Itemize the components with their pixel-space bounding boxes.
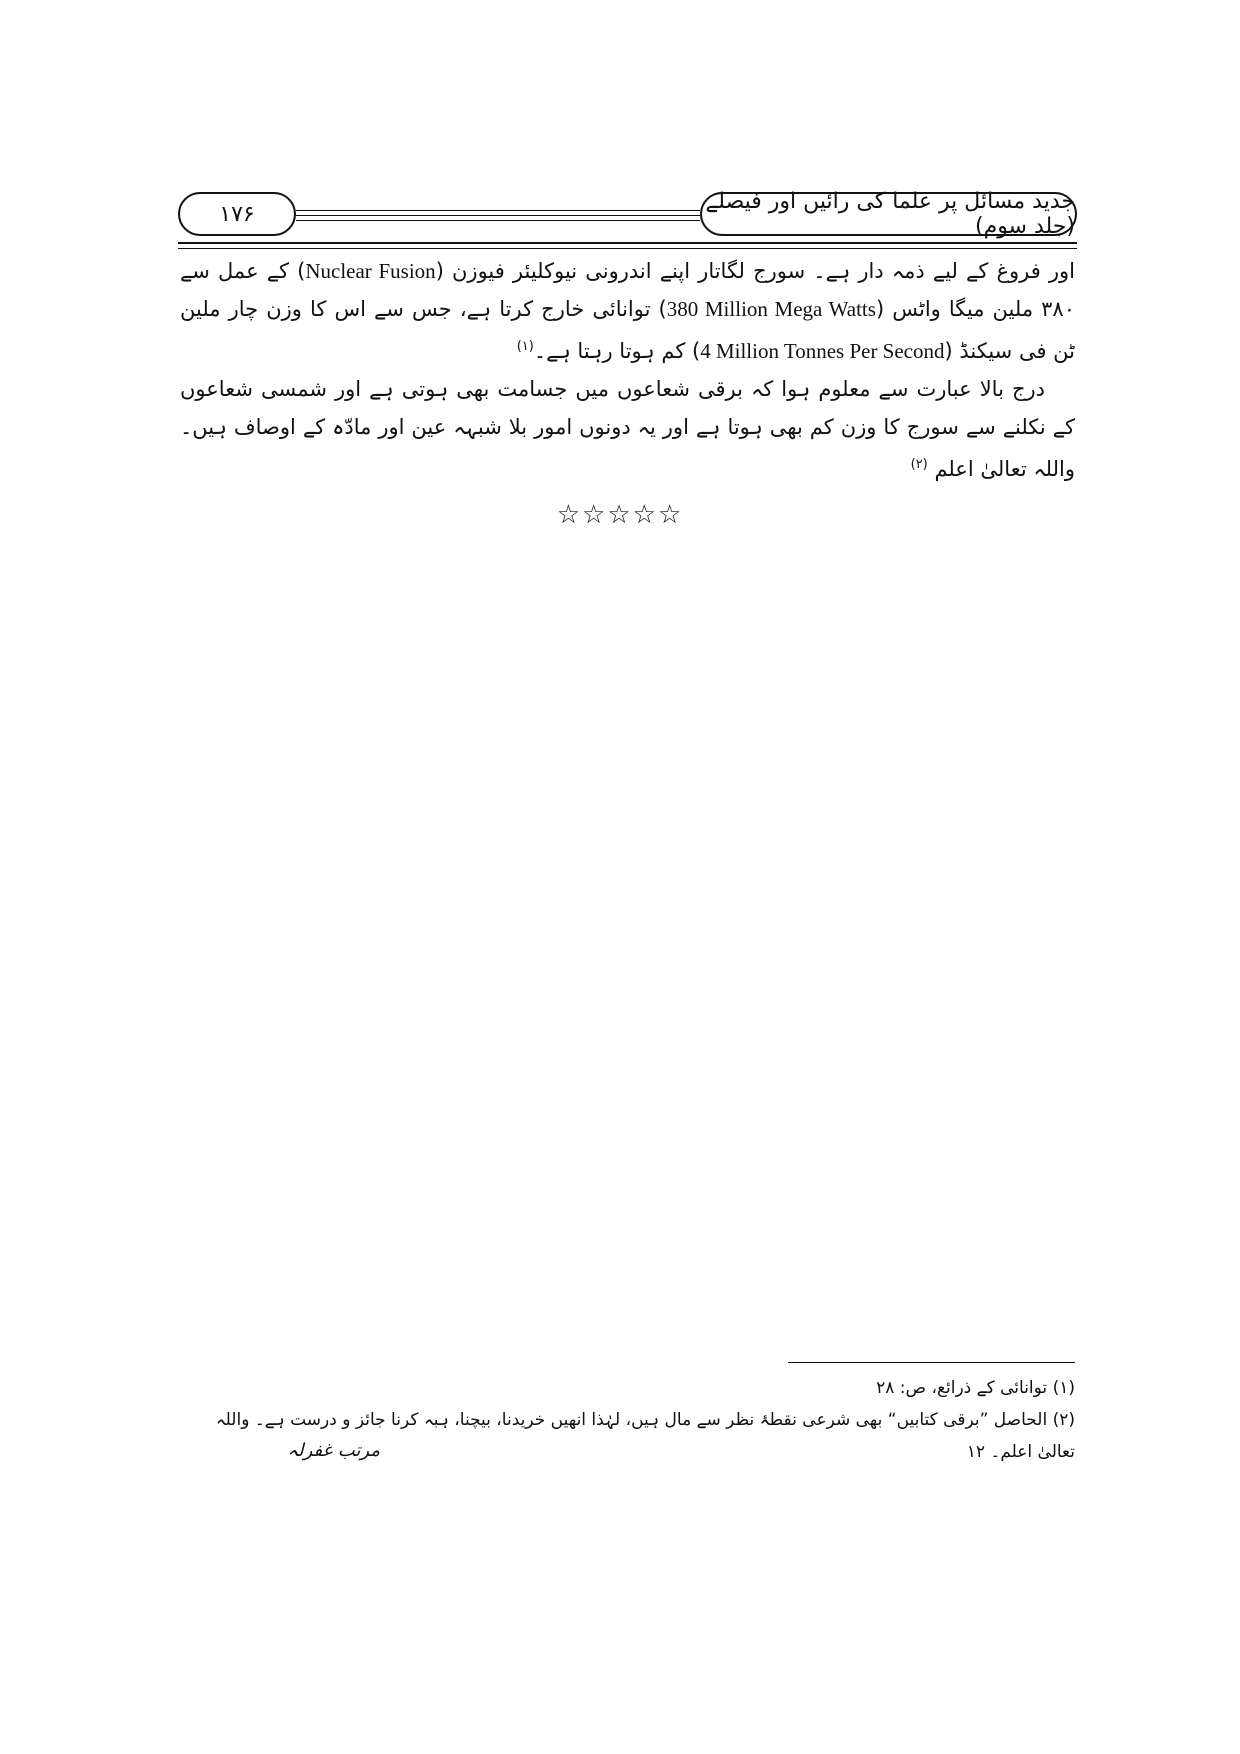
header-divider [178, 242, 1077, 244]
footnote-divider [788, 1362, 1075, 1363]
section-separator-stars: ☆☆☆☆☆ [556, 500, 684, 530]
paragraph-1-part-3: ) توانائی خارج کرتا ہے، جس سے اس کا وزن چار ملین ٹن فی سیکنڈ ( [180, 297, 1075, 363]
page-number: ۱۷۶ [219, 201, 255, 227]
footnote-1 [180, 1372, 1075, 1404]
paragraph-1-part-1: اور فروغ کے لیے ذمہ دار ہے۔ سورج لگاتار اپنے اندرونی نیوکلیئر فیوزن ( [435, 259, 1075, 283]
footnote-text: توانائی کے ذرائع، ص: ۲۸ [876, 1378, 1048, 1398]
running-header-title [700, 189, 1077, 239]
paragraph-2 [180, 370, 1075, 488]
footnote-marker: (۱) [1052, 1378, 1075, 1398]
header-divider-thin [178, 248, 1077, 249]
term-nuclear-fusion: Nuclear Fusion [305, 259, 436, 283]
main-text [180, 252, 1075, 488]
header-rule [296, 215, 700, 216]
header-rule [296, 210, 700, 211]
header-title-text: جدید مسائل پر علما کی رائیں اور فیصلے (جلد سوم) [705, 189, 1075, 239]
compiler-signature: مرتب غفرلہ [287, 1440, 380, 1461]
paragraph-1 [180, 252, 1075, 370]
term-mega-watts: 380 Million Mega Watts [666, 297, 876, 321]
header-rule [296, 220, 700, 221]
page-number-box [178, 192, 296, 236]
term-tonnes-per-second: 4 Million Tonnes Per Second [700, 339, 945, 363]
paragraph-1-part-2: ) کے عمل سے ۳۸۰ ملین میگا واٹس ( [180, 259, 1075, 321]
footnote-text: الحاصل ”برقی کتابیں“ بھی شرعی نقطۂ نظر سے مال ہیں، لہٰذا انھیں خریدنا، بیچنا، ہبہ کرنا جائز و درست ہے۔ واللہ تعالیٰ اعلم۔ ۱۲ [215, 1410, 1075, 1462]
footnote-ref-2: (۲) [910, 457, 928, 472]
paragraph-2-text: درج بالا عبارت سے معلوم ہوا کہ برقی شعاعوں میں جسامت بھی ہوتی ہے اور شمسی شعاعوں کے نکلنے سے سورج کا وزن کم بھی ہوتا ہے اور یہ دونوں امور بلا شبہہ عین اور مادّہ کے اوصاف ہیں۔ واللہ تعالیٰ اعلم [180, 377, 1075, 481]
paragraph-1-part-4: ) کم ہوتا رہتا ہے۔ [533, 339, 701, 363]
footnote-ref-1: (۱) [516, 339, 534, 354]
footnote-marker: (۲) [1052, 1410, 1075, 1430]
